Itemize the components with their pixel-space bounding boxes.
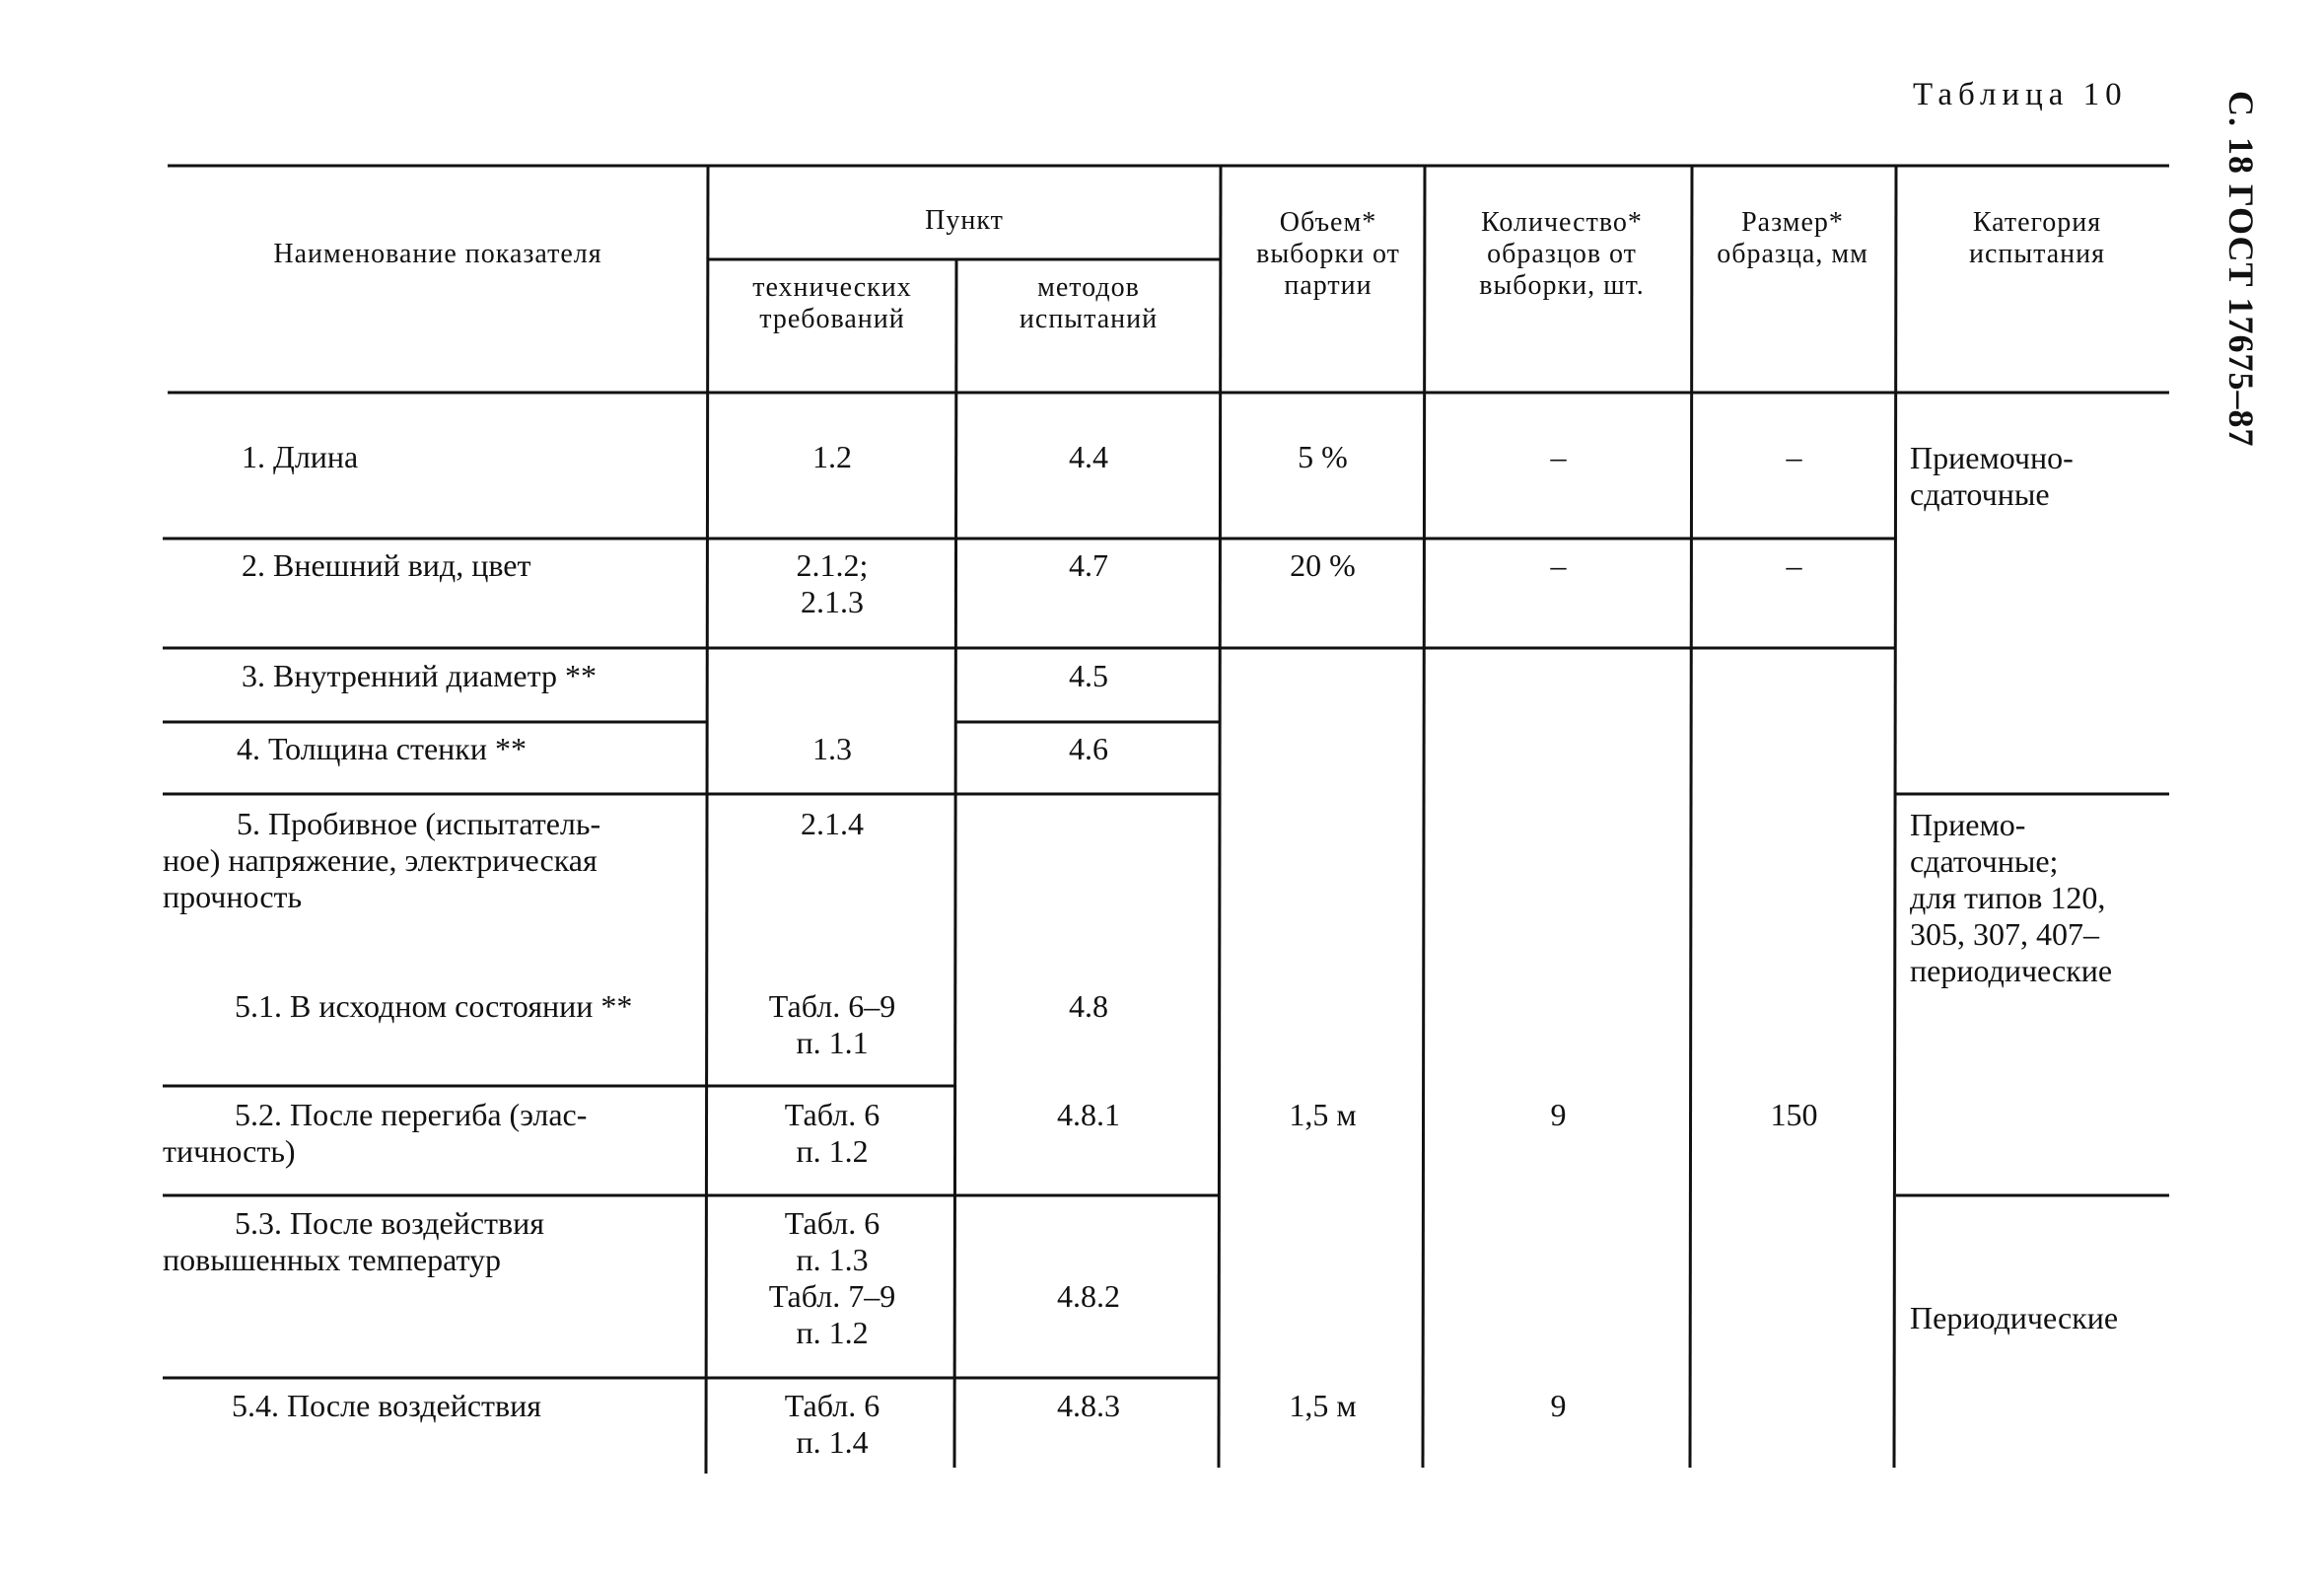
vline-4 <box>1423 166 1425 1468</box>
row4-tech: 1.3 <box>812 731 852 766</box>
row53-tech: Табл. 6 п. 1.3 Табл. 7–9 п. 1.2 <box>768 1205 896 1350</box>
row1-size: – <box>1786 439 1802 474</box>
row5-tech: 2.1.4 <box>801 806 864 841</box>
header-methods: методов испытаний <box>1019 272 1159 334</box>
row52-size: 150 <box>1770 1097 1818 1132</box>
row54-count: 9 <box>1550 1388 1567 1423</box>
row5-name: 5. Пробивное (испытатель- ное) напряжение, электрическая прочность <box>163 806 601 914</box>
row54-name: 5.4. После воздействия <box>232 1388 541 1423</box>
row54-method: 4.8.3 <box>1057 1388 1120 1423</box>
page-side-label: С. 18 ГОСТ 17675–87 <box>2221 91 2261 448</box>
row1-tech: 1.2 <box>812 439 852 474</box>
row2-method: 4.7 <box>1069 547 1108 583</box>
row52-method: 4.8.1 <box>1057 1097 1120 1132</box>
header-name: Наименование показателя <box>273 239 602 269</box>
row4-name: 4. Толщина стенки ** <box>237 731 527 766</box>
vline-3 <box>1219 166 1221 1468</box>
row2-volume: 20 % <box>1290 547 1356 583</box>
row1-volume: 5 % <box>1298 439 1348 474</box>
header-count: Количество* образцов от выборки, шт. <box>1479 207 1645 301</box>
row51-method: 4.8 <box>1069 988 1108 1024</box>
row4-method: 4.6 <box>1069 731 1108 766</box>
row3-name: 3. Внутренний диаметр ** <box>242 658 597 693</box>
header-volume: Объем* выборки от партии <box>1256 207 1400 301</box>
row1-method: 4.4 <box>1069 439 1108 474</box>
row54-volume: 1,5 м <box>1289 1388 1357 1423</box>
vline-6 <box>1894 166 1896 1468</box>
row3-method: 4.5 <box>1069 658 1108 693</box>
table-caption: Таблица 10 <box>1913 77 2128 112</box>
header-size: Размер* образца, мм <box>1717 207 1868 269</box>
row2-count: – <box>1550 547 1567 583</box>
vline-5 <box>1690 166 1692 1468</box>
row52-name: 5.2. После перегиба (элас- тичность) <box>163 1097 588 1169</box>
row53-name: 5.3. После воздействия повышенных температур <box>163 1205 544 1277</box>
row52-tech: Табл. 6 п. 1.2 <box>784 1097 880 1169</box>
header-tech: технических требований <box>752 272 912 334</box>
row54-tech: Табл. 6 п. 1.4 <box>784 1388 880 1460</box>
row2-tech: 2.1.2; 2.1.3 <box>796 547 869 619</box>
header-category: Категория испытания <box>1968 207 2106 269</box>
header-punkt: Пункт <box>925 205 1004 236</box>
category-acceptance-periodic: Приемо- сдаточные; для типов 120, 305, 307, 407– периодические <box>1910 807 2113 988</box>
row2-name: 2. Внешний вид, цвет <box>242 547 531 583</box>
category-periodic: Периодические <box>1910 1300 2119 1335</box>
row2-size: – <box>1786 547 1802 583</box>
row51-name: 5.1. В исходном состоянии ** <box>235 988 633 1024</box>
row52-count: 9 <box>1550 1097 1567 1132</box>
row1-count: – <box>1550 439 1567 474</box>
row51-tech: Табл. 6–9 п. 1.1 <box>768 988 896 1060</box>
row52-volume: 1,5 м <box>1289 1097 1357 1132</box>
row53-method: 4.8.2 <box>1057 1278 1120 1314</box>
category-acceptance: Приемочно- сдаточные <box>1910 440 2074 512</box>
row1-name: 1. Длина <box>242 439 359 474</box>
